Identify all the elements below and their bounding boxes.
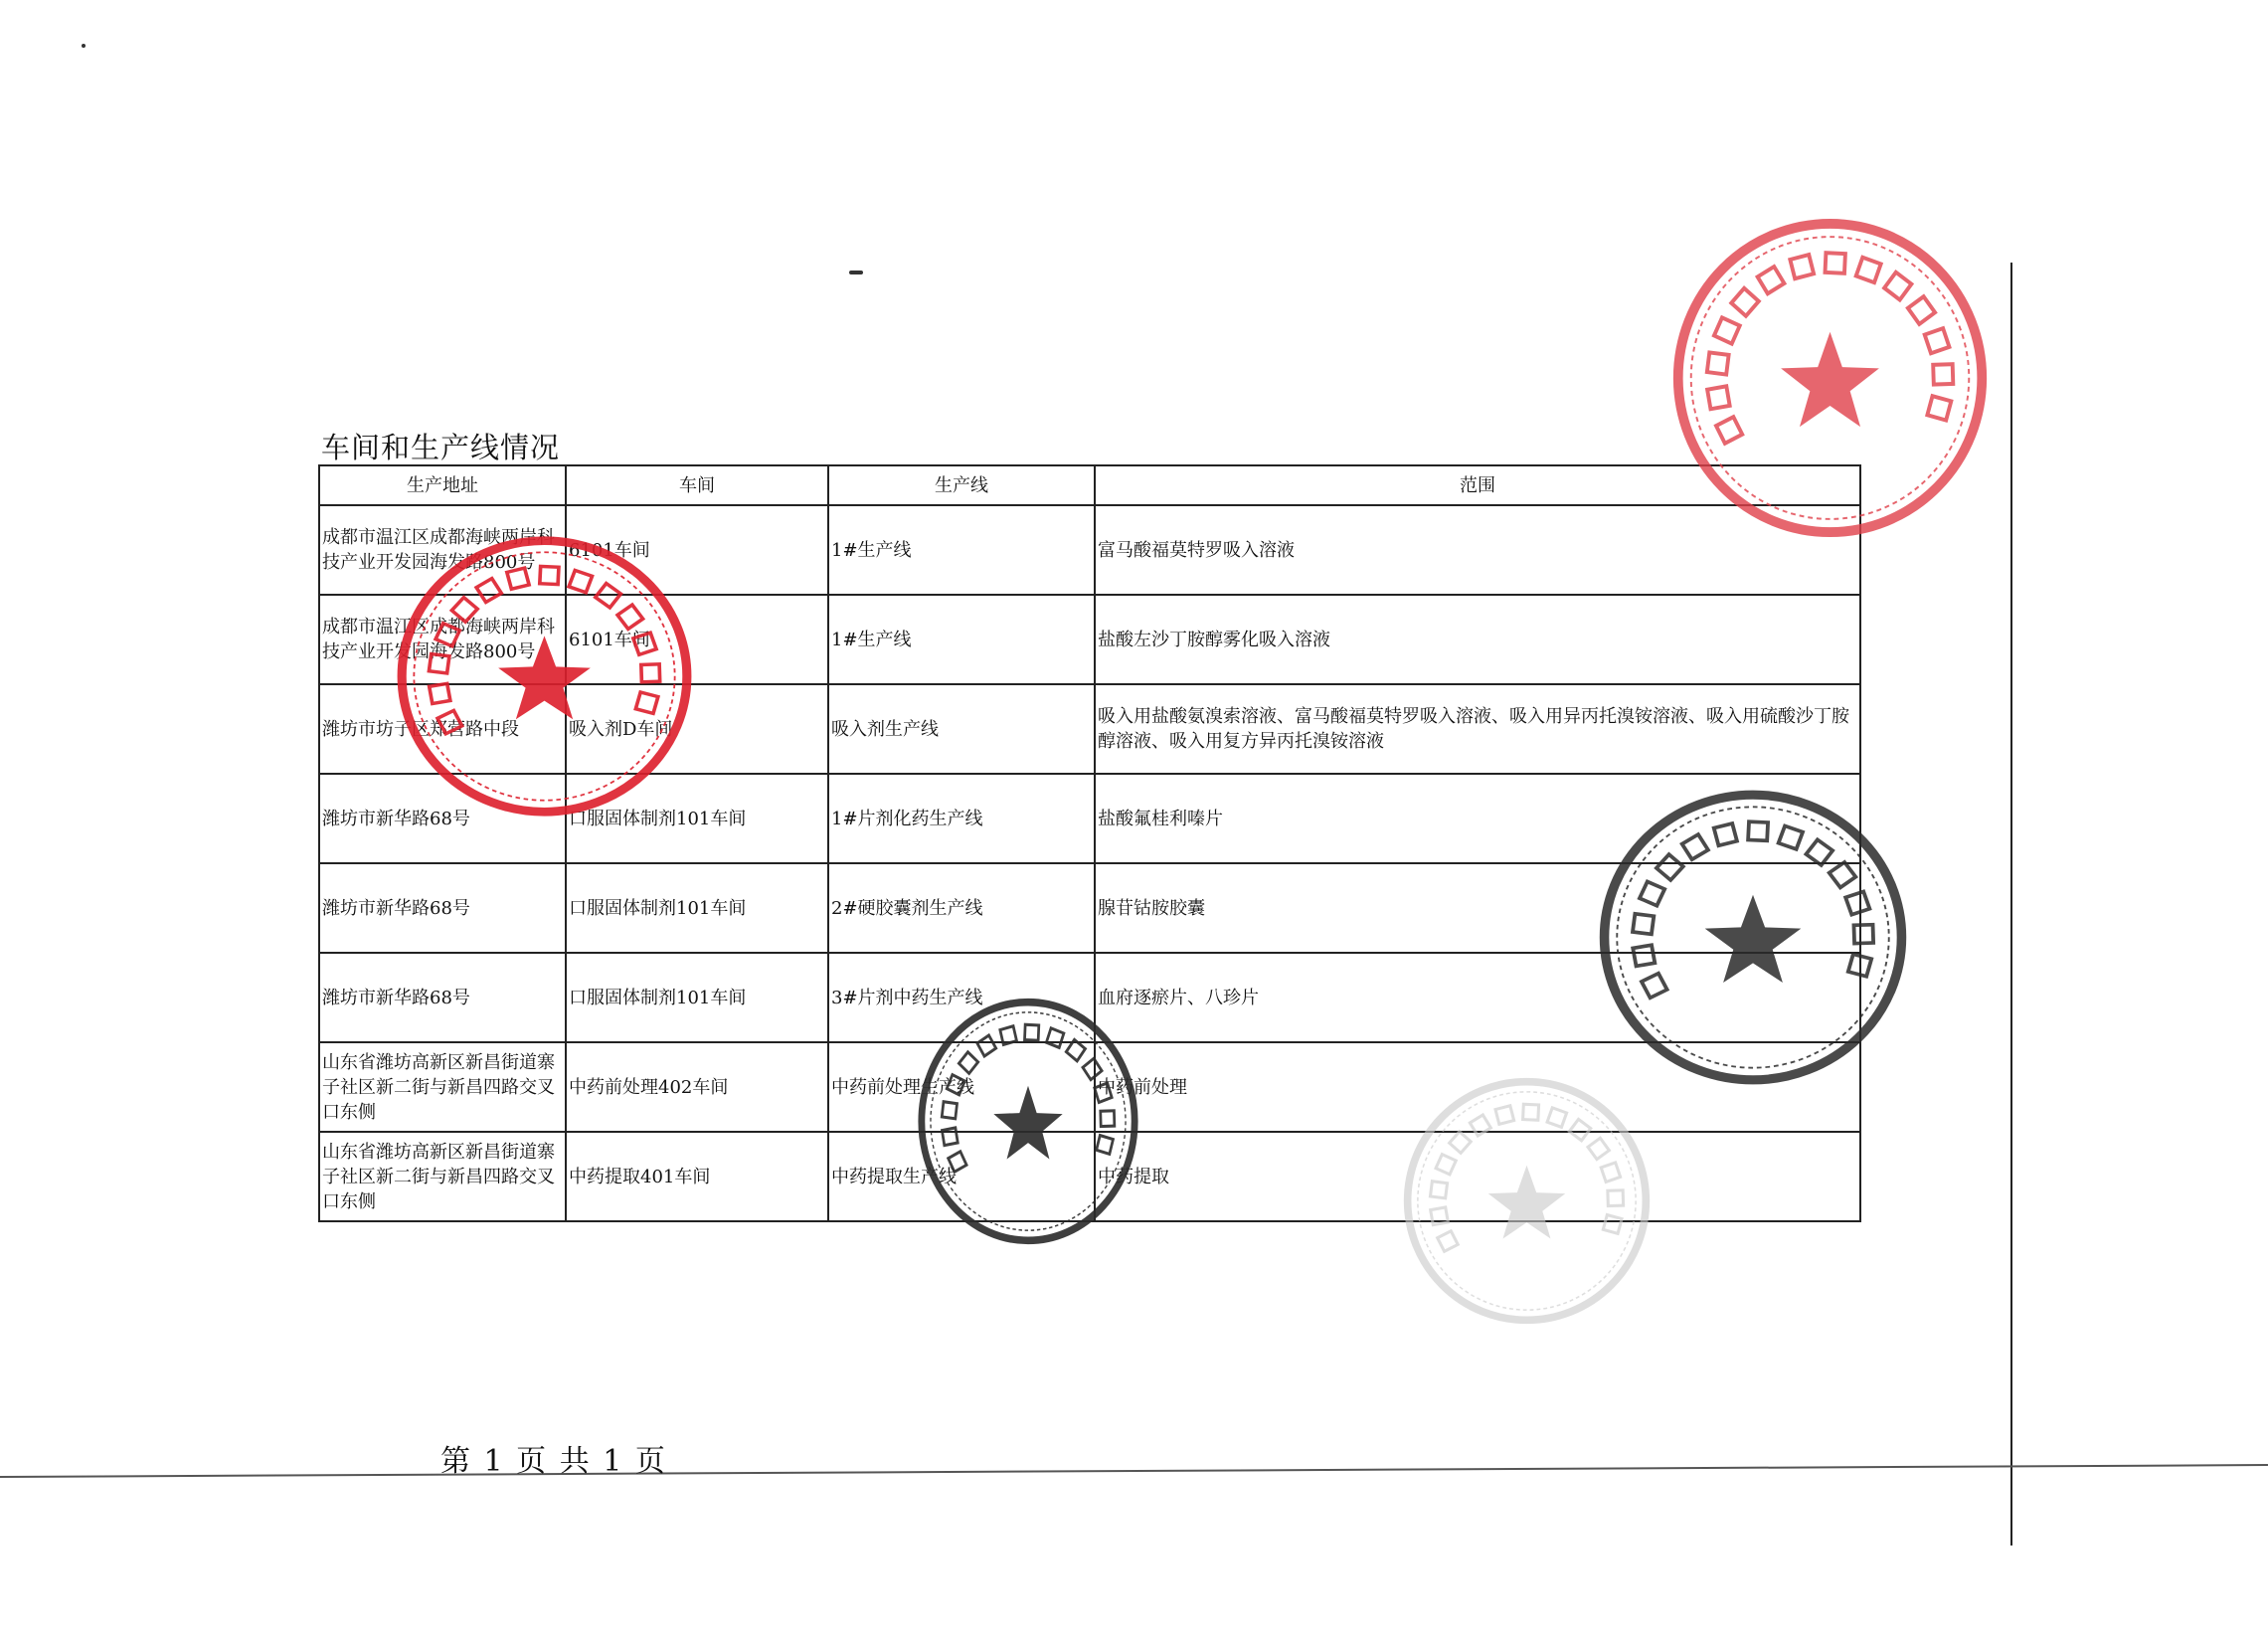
cell-address: 山东省潍坊高新区新昌街道寨子社区新二街与新昌四路交叉口东侧 — [319, 1042, 566, 1132]
cell-address: 潍坊市新华路68号 — [319, 953, 566, 1042]
seal-glyph — [1000, 1026, 1017, 1045]
cell-scope: 盐酸左沙丁胺醇雾化吸入溶液 — [1095, 595, 1860, 684]
seal-glyph — [1588, 1138, 1609, 1159]
cell-line: 1#生产线 — [828, 505, 1095, 595]
seal-glyph — [1430, 1182, 1447, 1198]
seal-glyph — [1716, 417, 1742, 444]
cell-line: 中药前处理生产线 — [828, 1042, 1095, 1132]
seal-glyph — [1608, 1190, 1624, 1206]
cell-workshop: 口服固体制剂101车间 — [566, 863, 828, 953]
column-header-workshop: 车间 — [566, 465, 828, 505]
cell-scope: 腺苷钴胺胶囊 — [1095, 863, 1860, 953]
seal-glyph — [1908, 296, 1935, 324]
seal-glyph — [1933, 364, 1953, 384]
column-header-address: 生产地址 — [319, 465, 566, 505]
cell-scope: 血府逐瘀片、八珍片 — [1095, 953, 1860, 1042]
seal-glyph — [1642, 974, 1667, 999]
seal-glyph — [949, 1152, 966, 1173]
cell-workshop: 中药提取401车间 — [566, 1132, 828, 1221]
seal-glyph — [1083, 1058, 1102, 1079]
seal-glyph — [1779, 825, 1803, 848]
cell-address: 潍坊市坊子区郑营路中段 — [319, 684, 566, 774]
seal-glyph — [1101, 1111, 1115, 1127]
seal-glyph — [1450, 1132, 1472, 1154]
seal-glyph — [942, 1128, 958, 1146]
cell-address: 成都市温江区成都海峡两岸科技产业开发园海发路800号 — [319, 595, 566, 684]
seal-glyph — [1707, 352, 1729, 374]
seal-glyph — [1095, 1083, 1112, 1102]
seal-glyph — [1707, 386, 1730, 409]
seal-glyph — [1547, 1108, 1567, 1128]
seal-glyph — [1826, 253, 1845, 273]
seal-glyph — [633, 633, 656, 654]
cell-address: 山东省潍坊高新区新昌街道寨子社区新二街与新昌四路交叉口东侧 — [319, 1132, 566, 1221]
seal-glyph — [1927, 396, 1951, 420]
seal-glyph — [476, 579, 501, 603]
cell-workshop: 6101车间 — [566, 505, 828, 595]
seal-glyph — [1845, 891, 1869, 914]
seal-glyph — [1024, 1024, 1038, 1040]
cell-workshop: 6101车间 — [566, 595, 828, 684]
seal-glyph — [437, 710, 462, 733]
seal-glyph — [641, 664, 660, 682]
seal-glyph — [1830, 862, 1856, 888]
seal-glyph — [1470, 1115, 1490, 1136]
seal-glyph — [1495, 1106, 1514, 1125]
seal-glyph — [942, 1102, 957, 1119]
document-title: 车间和生产线情况 — [321, 431, 561, 464]
red-seal-left — [393, 532, 696, 820]
cell-line: 1#片剂化药生产线 — [828, 774, 1095, 863]
cell-address: 潍坊市新华路68号 — [319, 863, 566, 953]
seal-graphic — [1595, 786, 1911, 1089]
cell-workshop: 口服固体制剂101车间 — [566, 953, 828, 1042]
cell-workshop: 吸入剂D车间 — [566, 684, 828, 774]
seal-glyph — [1046, 1028, 1064, 1048]
seal-star — [498, 636, 591, 719]
seal-glyph — [1731, 288, 1759, 316]
seal-glyph — [1640, 881, 1664, 905]
seal-star — [1781, 332, 1879, 427]
dark-seal-center — [915, 995, 1141, 1248]
seal-glyph — [1657, 854, 1683, 880]
seal-glyph — [1925, 328, 1950, 353]
cell-scope: 吸入用盐酸氨溴索溶液、富马酸福莫特罗吸入溶液、吸入用异丙托溴铵溶液、吸入用硫酸沙丁胺醇溶液、吸入用复方异丙托溴铵溶液 — [1095, 684, 1860, 774]
seal-glyph — [1748, 821, 1768, 840]
seal-glyph — [1633, 945, 1655, 966]
seal-glyph — [1758, 267, 1785, 293]
seal-glyph — [1714, 317, 1740, 343]
cell-line: 吸入剂生产线 — [828, 684, 1095, 774]
seal-glyph — [429, 654, 448, 673]
seal-glyph — [1603, 1215, 1622, 1234]
seal-star — [993, 1086, 1062, 1160]
seal-graphic — [1400, 1074, 1654, 1328]
seal-glyph — [451, 598, 477, 623]
seal-glyph — [1856, 258, 1881, 282]
seal-glyph — [1884, 273, 1911, 300]
seal-glyph — [430, 683, 450, 703]
cell-scope: 中药前处理 — [1095, 1042, 1860, 1132]
seal-glyph — [947, 1075, 964, 1095]
page-number-footer: 第 1 页 共 1 页 — [440, 1444, 667, 1479]
seal-graphic — [393, 532, 696, 820]
seal-star — [1488, 1166, 1566, 1239]
seal-glyph — [635, 692, 657, 713]
seal-graphic — [915, 995, 1141, 1248]
seal-glyph — [1601, 1163, 1620, 1182]
scan-speck — [849, 271, 863, 274]
seal-glyph — [1569, 1119, 1590, 1140]
seal-glyph — [977, 1035, 996, 1056]
seal-glyph — [1682, 834, 1708, 859]
cell-workshop: 口服固体制剂101车间 — [566, 774, 828, 863]
seal-graphic — [1668, 214, 1992, 542]
seal-glyph — [1436, 1155, 1456, 1175]
page-bottom-rule — [0, 1464, 2268, 1478]
seal-glyph — [507, 568, 529, 589]
scan-speck — [82, 44, 86, 48]
seal-glyph — [1848, 954, 1871, 976]
red-seal-top-right — [1668, 214, 1992, 542]
table-header-row — [319, 465, 1860, 505]
seal-glyph — [1714, 823, 1737, 845]
faint-seal-right — [1400, 1074, 1654, 1328]
scan-edge-line — [2010, 263, 2012, 1546]
cell-address: 成都市温江区成都海峡两岸科技产业开发园海发路800号 — [319, 505, 566, 595]
seal-glyph — [1431, 1207, 1449, 1225]
seal-glyph — [1438, 1231, 1459, 1252]
seal-glyph — [436, 624, 459, 646]
cell-scope: 富马酸福莫特罗吸入溶液 — [1095, 505, 1860, 595]
cell-workshop: 中药前处理402车间 — [566, 1042, 828, 1132]
cell-line: 3#片剂中药生产线 — [828, 953, 1095, 1042]
seal-glyph — [1853, 925, 1873, 944]
seal-glyph — [1806, 839, 1832, 865]
column-header-scope: 范围 — [1095, 465, 1860, 505]
seal-star — [1705, 895, 1802, 983]
column-header-line: 生产线 — [828, 465, 1095, 505]
seal-glyph — [596, 584, 621, 608]
seal-glyph — [540, 566, 559, 584]
cell-line: 1#生产线 — [828, 595, 1095, 684]
seal-glyph — [959, 1052, 977, 1074]
seal-glyph — [1523, 1104, 1539, 1120]
cell-line: 2#硬胶囊剂生产线 — [828, 863, 1095, 953]
seal-glyph — [617, 605, 643, 629]
cell-line: 中药提取生产线 — [828, 1132, 1095, 1221]
seal-glyph — [1097, 1136, 1114, 1155]
seal-glyph — [1066, 1039, 1085, 1060]
dark-seal-right — [1595, 786, 1911, 1089]
cell-scope: 盐酸氟桂利嗪片 — [1095, 774, 1860, 863]
seal-glyph — [1790, 255, 1814, 278]
cell-scope: 中药提取 — [1095, 1132, 1860, 1221]
seal-glyph — [569, 570, 592, 592]
seal-glyph — [1633, 914, 1654, 934]
cell-address: 潍坊市新华路68号 — [319, 774, 566, 863]
